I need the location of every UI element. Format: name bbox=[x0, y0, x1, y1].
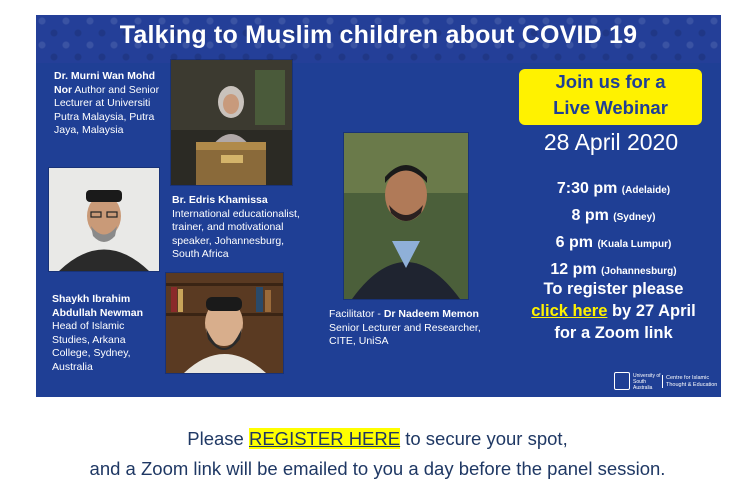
speaker1-photo bbox=[170, 59, 293, 186]
time-johannesburg: 12 pm bbox=[550, 261, 597, 278]
speaker1-desc-line3: Lecturer at Universiti bbox=[54, 97, 151, 109]
click-here-link[interactable]: click here bbox=[531, 302, 608, 320]
speaker2-desc-line2: trainer, and motivational bbox=[172, 221, 284, 233]
webinar-banner bbox=[36, 15, 721, 397]
join-webinar-callout bbox=[519, 69, 702, 125]
footer-line2: and a Zoom link will be emailed to you a day before the panel session. bbox=[89, 458, 666, 479]
unisa-logo bbox=[614, 372, 718, 394]
speaker3-name-line1: Shaykh Ibrahim bbox=[52, 293, 131, 305]
speaker1-desc-line5: Jaya, Malaysia bbox=[54, 124, 124, 136]
speaker3-photo bbox=[165, 272, 284, 374]
logo-centre-text: Centre for Islamic Thought & Education bbox=[662, 375, 718, 388]
footer-line1-pre: Please bbox=[187, 428, 249, 449]
speaker3-desc-line2: Studies, Arkana bbox=[52, 333, 126, 346]
time-row-adelaide bbox=[516, 175, 711, 202]
facilitator-desc-line1: Senior Lecturer and Researcher, bbox=[329, 321, 481, 334]
speaker1-name-line1: Dr. Murni Wan Mohd bbox=[54, 70, 156, 82]
speaker3-desc-line1: Head of Islamic bbox=[52, 320, 125, 332]
facilitator-name: Dr Nadeem Memon bbox=[383, 308, 479, 320]
time-sydney: 8 pm bbox=[571, 207, 609, 224]
speaker3-bio bbox=[52, 293, 167, 374]
city-sydney: (Sydney) bbox=[613, 212, 656, 223]
speaker2-desc-line4: South Africa bbox=[172, 248, 229, 260]
speaker2-bio bbox=[172, 194, 332, 262]
facilitator-prefix: Facilitator - bbox=[329, 308, 384, 320]
register-here-link[interactable]: REGISTER HERE bbox=[248, 428, 401, 449]
speaker2-desc-line1: International educationalist, bbox=[172, 207, 300, 220]
time-kuala-lumpur: 6 pm bbox=[555, 234, 593, 251]
register-info bbox=[511, 278, 716, 344]
city-adelaide: (Adelaide) bbox=[621, 185, 671, 196]
register-line3: for a Zoom link bbox=[554, 324, 673, 342]
logo-university-text: University of South Australia bbox=[633, 373, 661, 391]
join-line2: Live Webinar bbox=[553, 97, 668, 118]
speaker2-desc-line3: speaker, Johannesburg, bbox=[172, 234, 285, 247]
register-line2 bbox=[511, 300, 716, 322]
banner-title: Talking to Muslim children about COVID 19 bbox=[119, 21, 638, 49]
register-line1: To register please bbox=[543, 280, 684, 298]
time-adelaide: 7:30 pm bbox=[556, 180, 618, 197]
facilitator-desc-line2: CITE, UniSA bbox=[329, 335, 389, 347]
join-line1: Join us for a bbox=[555, 71, 666, 92]
speaker1-bio bbox=[54, 70, 169, 138]
speaker2-photo bbox=[48, 167, 160, 272]
speaker3-name-line2: Abdullah Newman bbox=[52, 306, 144, 319]
speaker1-desc-line2: Author and Senior bbox=[72, 83, 160, 96]
footer-line1 bbox=[0, 428, 755, 450]
speaker1-desc-line4: Putra Malaysia, Putra bbox=[54, 110, 155, 123]
time-row-sydney bbox=[516, 202, 711, 229]
footer-line1-post: to secure your spot, bbox=[400, 428, 568, 449]
facilitator-bio bbox=[329, 308, 504, 349]
session-times bbox=[516, 175, 711, 283]
unisa-crest-icon bbox=[614, 372, 630, 390]
time-row-kuala-lumpur bbox=[516, 229, 711, 256]
register-by-date: by 27 April bbox=[607, 302, 696, 320]
speaker3-desc-line4: Australia bbox=[52, 360, 93, 373]
city-johannesburg: (Johannesburg) bbox=[601, 266, 677, 277]
city-kuala-lumpur: (Kuala Lumpur) bbox=[597, 239, 672, 250]
speaker3-desc-line3: College, Sydney, bbox=[52, 347, 131, 359]
event-date: 28 April 2020 bbox=[543, 129, 679, 155]
speaker2-name: Br. Edris Khamissa bbox=[172, 194, 268, 206]
speaker1-name-line2: Nor bbox=[54, 83, 73, 96]
facilitator-photo bbox=[343, 132, 469, 300]
